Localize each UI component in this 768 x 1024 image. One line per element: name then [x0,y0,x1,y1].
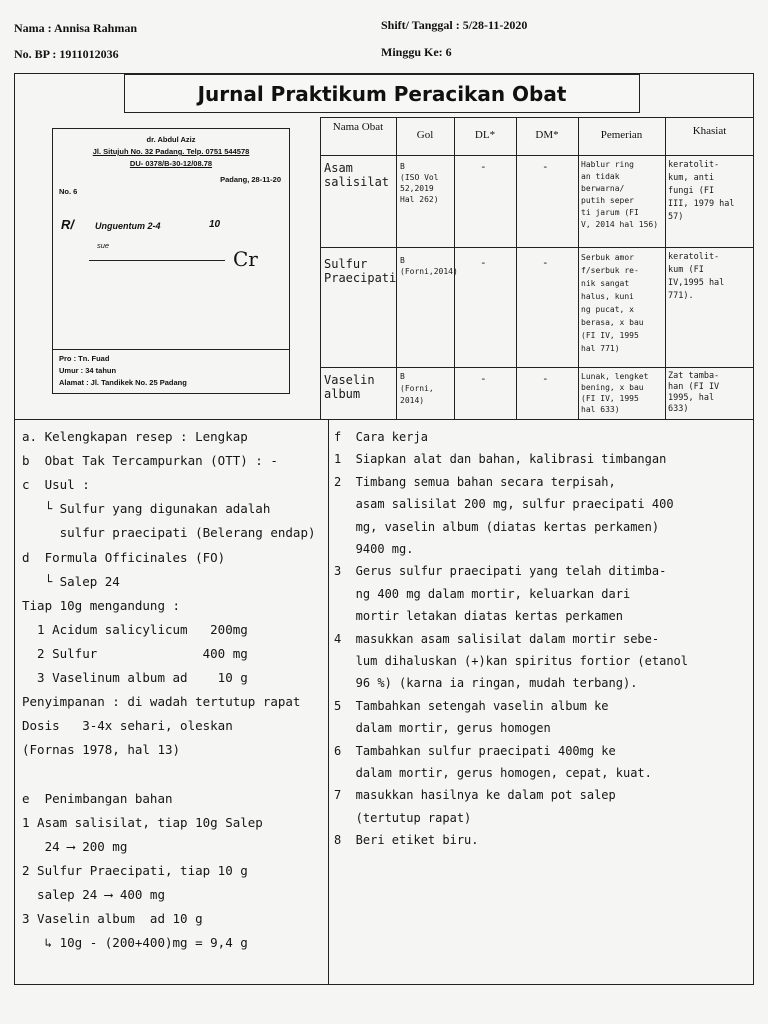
left-notes-line: a. Kelengkapan resep : Lengkap [22,429,248,444]
column-divider [328,419,329,984]
table-cell-dl: - [480,256,487,269]
table-cell-dm: - [542,256,549,269]
patient-name: Pro : Tn. Fuad [59,354,110,363]
right-notes-line: ng 400 mg dalam mortir, keluarkan dari [334,586,631,601]
right-notes-line: 7 masukkan hasilnya ke dalam pot salep [334,788,616,803]
section-divider [14,419,754,420]
week-number: Minggu Ke: 6 [381,45,452,59]
right-notes-line: 5 Tambahkan setengah vaselin album ke [334,698,609,713]
left-notes-line: ↳ 10g - (200+400)mg = 9,4 g [22,935,248,951]
left-notes-line: 3 Vaselinum album ad 10 g [22,670,248,685]
rx-sue: sue [97,241,110,250]
rx-signature-line [89,260,225,261]
right-notes-line: mortir letakan diatas kertas perkamen [334,609,623,624]
left-notes-line: └ Salep 24 [22,573,120,589]
table-cell-khasiat: Zat tamba- han (FI IV 1995, hal 633) [668,371,720,414]
left-notes-line: 1 Acidum salicylicum 200mg [22,621,248,637]
table-cell-khasiat: keratolit- kum, anti fungi (FI III, 1979 hal 57) [668,160,735,222]
table-cell-pemerian: Lunak, lengket bening, x bau (FI IV, 1995 hal 633) [581,372,649,414]
header-gol: Gol [416,129,434,141]
table-cell-dm: - [542,160,549,173]
paraf-signature: Cr [233,247,258,271]
left-notes-line: c Usul : [22,477,90,493]
prescription-date: Padang, 28-11-20 [220,175,281,184]
table-cell-pemerian: Hablur ring an tidak berwarna/ putih seper ti jarum (FI V, 2014 hal 156) [581,160,659,229]
prescription-number: No. 6 [59,187,78,196]
right-notes-line: asam salisilat 200 mg, sulfur praecipati 400 [334,497,674,512]
right-notes-line: mg, vaselin album (diatas kertas perkamen) [334,519,660,534]
table-cell-pemerian: Serbuk amor f/serbuk re- nik sangat halus, kuni ng pucat, x berasa, x bau (FI IV, 1995 hal 771) [581,253,644,353]
patient-divider [53,349,289,350]
left-notes-line: b Obat Tak Tercampurkan (OTT) : - [22,453,278,469]
table-cell-nama: Asam salisilat [324,161,390,189]
title-box [124,74,640,113]
left-notes-line: 3 Vaselin album ad 10 g [22,911,203,926]
rx-symbol: R/ [61,217,74,232]
right-notes-line: 8 Beri etiket biru. [334,833,479,848]
table-cell-gol: B (ISO Vol 52,2019 Hal 262) [400,162,439,204]
patient-address: Alamat : Jl. Tandikek No. 25 Padang [59,378,187,387]
header-dm: DM* [535,129,559,141]
left-notes-line: 2 Sulfur Praecipati, tiap 10 g [22,862,248,878]
patient-age: Umur : 34 tahun [59,366,117,375]
right-notes-line: dalam mortir, gerus homogen, cepat, kuat. [334,766,652,780]
left-notes-line: Tiap 10g mengandung : [22,597,181,613]
student-name: Nama : Annisa Rahman [14,21,138,35]
left-notes-line: d Formula Officinales (FO) [22,549,226,565]
right-notes-line: 9400 mg. [334,542,414,556]
left-notes-line: salep 24 ⟶ 400 mg [22,886,165,902]
table-cell-gol: B (Forni,2014) [400,256,458,276]
right-notes-line: 3 Gerus sulfur praecipati yang telah ditimba- [334,564,667,579]
shift-date: Shift/ Tanggal : 5/28-11-2020 [381,18,528,32]
left-notes-line: (Fornas 1978, hal 13) [22,742,181,758]
header-dl: DL* [474,129,496,141]
page-title: Jurnal Praktikum Peracikan Obat [197,81,567,106]
table-cell-dl: - [480,372,487,385]
right-notes-line: 2 Timbang semua bahan secara terpisah, [334,474,616,489]
doctor-name: dr. Abdul Aziz [146,135,196,144]
left-notes-line: sulfur praecipati (Belerang endap) [22,525,316,541]
left-notes-line: 2 Sulfur 400 mg [22,645,248,661]
right-notes-line: lum dihaluskan (+)kan spiritus fortior (etanol [334,654,689,668]
right-notes-line: 6 Tambahkan sulfur praecipati 400mg ke [334,743,616,758]
doctor-license: DU- 0378/B-30-12/08.78 [129,159,213,168]
left-notes-line: Penyimpanan : di wadah tertutup rapat [22,694,301,710]
header-nama-obat: Nama Obat [332,121,384,133]
right-notes-line: dalam mortir, gerus homogen [334,721,551,736]
right-notes-line: 4 masukkan asam salisilat dalam mortir sebe- [334,631,660,646]
left-notes-line: e Penimbangan bahan [22,790,173,806]
table-cell-gol: B (Forni, 2014) [400,372,434,405]
right-notes-line: 96 %) (karna ia ringan, mudah terbang). [334,676,638,691]
left-notes-line: 24 ⟶ 200 mg [22,838,128,854]
table-cell-nama: Vaselin album [324,373,375,401]
right-notes-line: 1 Siapkan alat dan bahan, kalibrasi timbangan [334,452,667,467]
rx-quantity: 10 [209,219,221,230]
table-cell-dm: - [542,372,549,385]
left-notes-line: └ Sulfur yang digunakan adalah [22,501,271,517]
drug-table [320,117,754,419]
right-notes-line: f Cara kerja [334,430,428,444]
doctor-address: Jl. Situjuh No. 32 Padang. Telp. 0751 544578 [92,147,250,156]
table-cell-nama: Sulfur Praecipati [324,257,397,285]
student-id: No. BP : 1911012036 [14,47,119,61]
right-notes-line: (tertutup rapat) [334,810,472,825]
left-notes-line: Dosis 3-4x sehari, oleskan [22,718,233,734]
table-cell-khasiat: keratolit- kum (FI IV,1995 hal 771). [668,252,725,301]
header-khasiat: Khasiat [692,125,727,137]
prescription-card [52,128,290,394]
header-pemerian: Pemerian [600,129,643,141]
left-notes-line: 1 Asam salisilat, tiap 10g Salep [22,814,263,830]
rx-item: Unguentum 2-4 [95,221,161,231]
table-cell-dl: - [480,160,487,173]
